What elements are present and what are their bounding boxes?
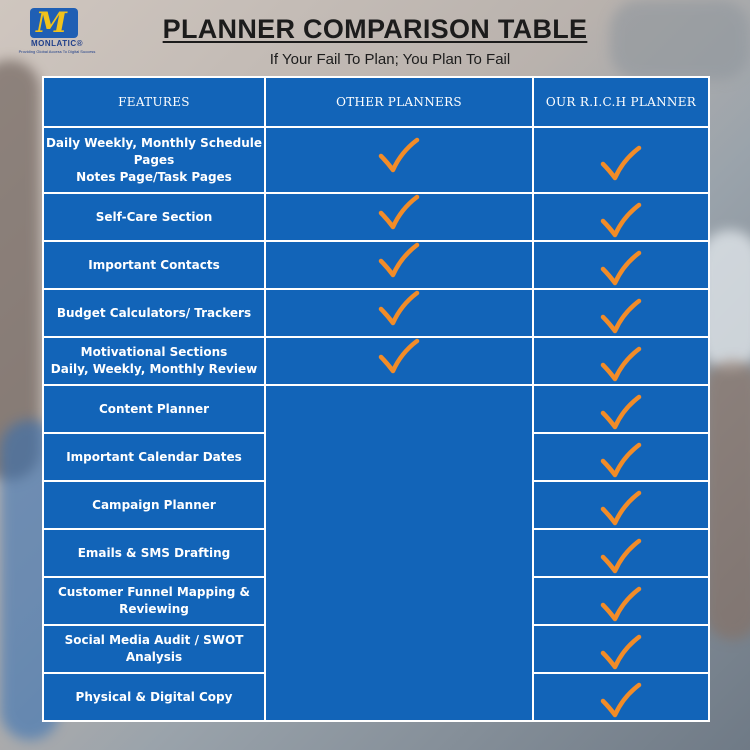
feature-label: Important Contacts — [88, 257, 220, 272]
other-planners-cell — [265, 337, 533, 385]
feature-cell — [43, 385, 265, 433]
table-row — [43, 337, 709, 385]
feature-cell — [43, 127, 265, 193]
feature-cell — [43, 481, 265, 529]
page-title: PLANNER COMPARISON TABLE — [162, 14, 588, 44]
feature-cell — [43, 433, 265, 481]
table-header-row — [43, 77, 709, 127]
feature-cell — [43, 337, 265, 385]
logo-tagline: Providing Global Access To Digital Success — [18, 49, 96, 54]
comparison-table-wrap — [42, 76, 708, 722]
feature-cell — [43, 673, 265, 721]
our-planner-cell — [533, 433, 709, 481]
feature-label: Notes Page/Task Pages — [76, 169, 232, 184]
our-planner-cell — [533, 577, 709, 625]
other-planners-cell — [265, 241, 533, 289]
feature-label: Motivational Sections — [80, 345, 228, 359]
table-row — [43, 127, 709, 193]
comparison-table — [42, 76, 710, 722]
check-icon — [599, 249, 643, 289]
our-planner-cell — [533, 529, 709, 577]
our-planner-cell — [533, 673, 709, 721]
check-icon — [377, 337, 421, 377]
our-planner-cell — [533, 289, 709, 337]
other-planners-cell — [265, 193, 533, 241]
feature-label: Customer Funnel Mapping & Reviewing — [58, 585, 250, 616]
feature-label: Important Calendar Dates — [66, 449, 242, 464]
table-row — [43, 385, 709, 433]
feature-label: Campaign Planner — [92, 497, 216, 512]
our-planner-cell — [533, 385, 709, 433]
check-icon — [599, 393, 643, 433]
table-row — [43, 289, 709, 337]
page-title-wrap — [0, 14, 750, 45]
our-planner-cell — [533, 241, 709, 289]
check-icon — [599, 345, 643, 385]
other-planners-cell — [265, 289, 533, 337]
feature-cell — [43, 241, 265, 289]
monlatic-logo-icon: M — [30, 8, 78, 38]
check-icon — [599, 633, 643, 673]
check-icon — [599, 585, 643, 625]
feature-cell — [43, 193, 265, 241]
check-icon — [599, 489, 643, 529]
feature-label: Daily Weekly, Monthly Schedule Pages — [45, 135, 263, 167]
our-planner-cell — [533, 337, 709, 385]
our-planner-cell — [533, 193, 709, 241]
feature-label: Daily, Weekly, Monthly Review — [50, 362, 258, 376]
feature-label: Physical & Digital Copy — [75, 689, 233, 704]
check-icon — [599, 297, 643, 337]
feature-cell — [43, 625, 265, 673]
check-icon — [599, 144, 643, 184]
check-icon — [599, 201, 643, 241]
feature-label: Social Media Audit / SWOT Analysis — [64, 633, 244, 664]
feature-cell — [43, 577, 265, 625]
column-header-other-planners: OTHER PLANNERS — [265, 77, 533, 127]
feature-label: Emails & SMS Drafting — [77, 545, 231, 560]
check-icon — [377, 193, 421, 233]
table-row — [43, 193, 709, 241]
table-row — [43, 241, 709, 289]
feature-label: Budget Calculators/ Trackers — [56, 305, 252, 320]
other-planners-empty-cell — [265, 385, 533, 721]
feature-cell — [43, 529, 265, 577]
check-icon — [377, 289, 421, 329]
column-header-features: FEATURES — [43, 77, 265, 127]
other-planners-cell — [265, 127, 533, 193]
check-icon — [377, 241, 421, 281]
column-header-our-planner: OUR R.I.C.H PLANNER — [533, 77, 709, 127]
check-icon — [599, 681, 643, 721]
check-icon — [599, 441, 643, 481]
our-planner-cell — [533, 625, 709, 673]
check-icon — [377, 136, 421, 176]
background-shape — [0, 60, 40, 480]
feature-label: Content Planner — [98, 401, 210, 416]
our-planner-cell — [533, 481, 709, 529]
background-shape — [705, 360, 750, 640]
check-icon — [599, 537, 643, 577]
feature-cell — [43, 289, 265, 337]
page-subtitle: If Your Fail To Plan; You Plan To Fail — [269, 51, 511, 68]
logo-name: MONLATIC® — [30, 39, 83, 48]
feature-label: Self-Care Section — [95, 209, 213, 224]
our-planner-cell — [533, 127, 709, 193]
